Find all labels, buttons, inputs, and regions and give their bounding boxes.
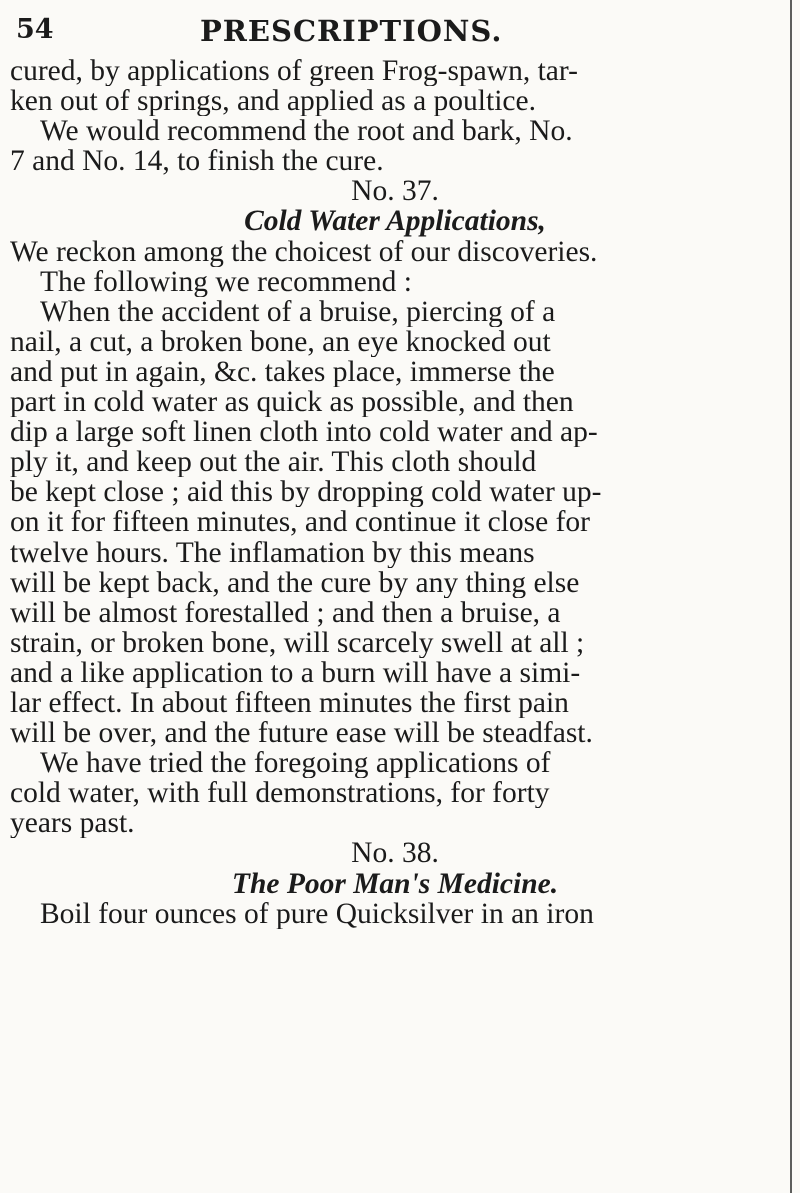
text-line: ply it, and keep out the air. This cloth should: [10, 447, 537, 478]
text-line: will be almost forestalled ; and then a bruise, a: [10, 597, 561, 628]
text-line: cold water, with full demonstrations, for forty: [10, 778, 550, 809]
text-line: twelve hours. The inflamation by this means: [10, 537, 535, 568]
running-title: PRESCRIPTIONS.: [200, 14, 503, 48]
text-line: cured, by applications of green Frog-spawn, tar-: [10, 56, 578, 87]
text-line: Boil four ounces of pure Quicksilver in an iron: [40, 898, 594, 929]
text-line: nail, a cut, a broken bone, an eye knocked out: [10, 326, 551, 357]
text-line: When the accident of a bruise, piercing of a: [40, 296, 556, 327]
text-line: on it for fifteen minutes, and continue it close for: [10, 507, 591, 538]
text-line: will be kept back, and the cure by any thing else: [10, 567, 580, 598]
page-edge-line: [790, 0, 792, 1193]
text-line: We reckon among the choicest of our discoveries.: [10, 236, 598, 267]
text-line: We would recommend the root and bark, No.: [40, 116, 573, 147]
text-line: We have tried the foregoing applications of: [40, 748, 551, 779]
text-line: will be over, and the future ease will be steadfast.: [10, 718, 593, 749]
text-line: years past.: [10, 808, 135, 839]
body-text: [10, 56, 780, 929]
prescription-heading: The Poor Man's Medicine.: [231, 868, 559, 899]
text-line: be kept close ; aid this by dropping cold water up-: [10, 477, 602, 508]
prescription-number: No. 38.: [351, 838, 439, 869]
text-line: ken out of springs, and applied as a poultice.: [10, 86, 536, 117]
text-line: and put in again, &c. takes place, immerse the: [10, 356, 555, 388]
text-line: strain, or broken bone, will scarcely swell at all ;: [10, 627, 585, 658]
text-line: dip a large soft linen cloth into cold water and ap-: [10, 417, 598, 448]
text-line: part in cold water as quick as possible, and then: [10, 387, 574, 418]
prescription-heading: Cold Water Applications,: [244, 206, 546, 237]
text-line: The following we recommend :: [40, 266, 412, 297]
text-line: and a like application to a burn will have a simi-: [10, 657, 581, 688]
prescription-number: No. 37.: [351, 176, 439, 207]
text-line: lar effect. In about fifteen minutes the first pain: [10, 687, 569, 719]
text-line: 7 and No. 14, to finish the cure.: [10, 146, 384, 177]
page-number: 54: [16, 14, 54, 45]
running-head: [16, 14, 776, 54]
